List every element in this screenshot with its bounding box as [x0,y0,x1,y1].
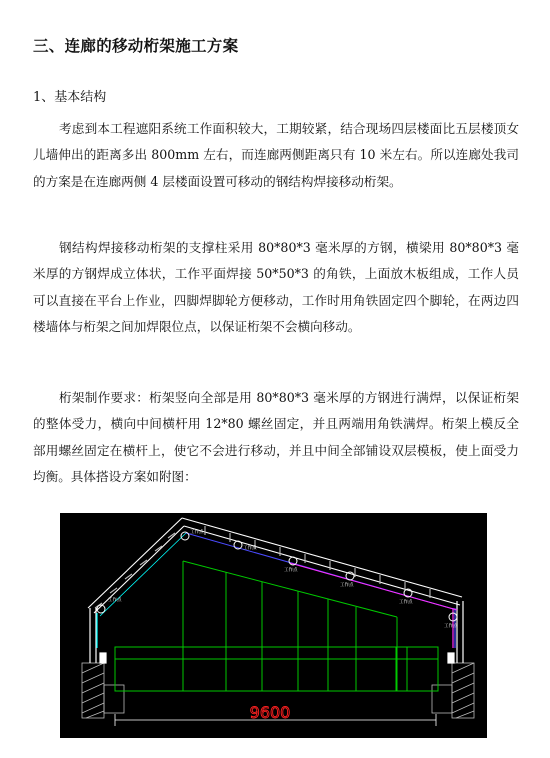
worker-label-5: 工作点 [399,600,413,605]
truss-drawing [60,513,487,738]
worker-label-7: 工作点 [108,598,122,603]
worker-label-1: 工作点 [190,530,204,535]
roof-left-slope [88,518,186,616]
roof-right-slope [182,518,462,610]
paragraph-2: 钢结构焊接移动桁架的支撑柱采用 80*80*3 毫米厚的方钢，横梁用 80*80*3 毫米厚的方钢焊成立体状，工作平面焊接 50*50*3 的角铁，上面放木板组成，工作人员可以直接在平台上作业，四脚焊脚轮方便移动，工作时用角铁固定四个脚轮，在两边四楼墙体与桁架之间加焊限位点，以保证桁架不会横向移动。 [33,240,519,334]
paragraph-1: 考虑到本工程遮阳系统工作面积较大，工期较紧，结合现场四层楼面比五层楼顶女儿墙伸出的距离多出 800mm 左右，而连廊两侧距离只有 10 米左右。所以连廊处我司的方案是在连廊两侧 4 层楼面设置可移动的钢结构焊接移动桁架。 [33,121,519,189]
section-heading: 三、连廊的移动桁架施工方案 [33,37,239,55]
worker-label-6: 工作点 [444,624,458,629]
truss-frame [115,561,438,691]
truss-diagram [60,513,487,738]
worker-label-3: 工作点 [284,568,298,573]
left-column [90,608,106,663]
subsection-heading: 1、基本结构 [33,90,107,105]
worker-label-2: 工作点 [243,546,257,551]
right-column [448,601,463,663]
dimension-label: 9600 [249,703,291,722]
paragraph-3: 桁架制作要求：桁架竖向全部是用 80*80*3 毫米厚的方钢进行满焊，以保证桁架的整体受力，横向中间横杆用 12*80 螺丝固定，并且两端用角铁满焊。桁架上模反全部用螺丝固定在横杆上，使它不会进行移动，并且中间全部铺设双层模板，使上面受力均衡。具体搭设方案如附图： [33,390,519,484]
worker-label-4: 工作点 [340,583,354,588]
